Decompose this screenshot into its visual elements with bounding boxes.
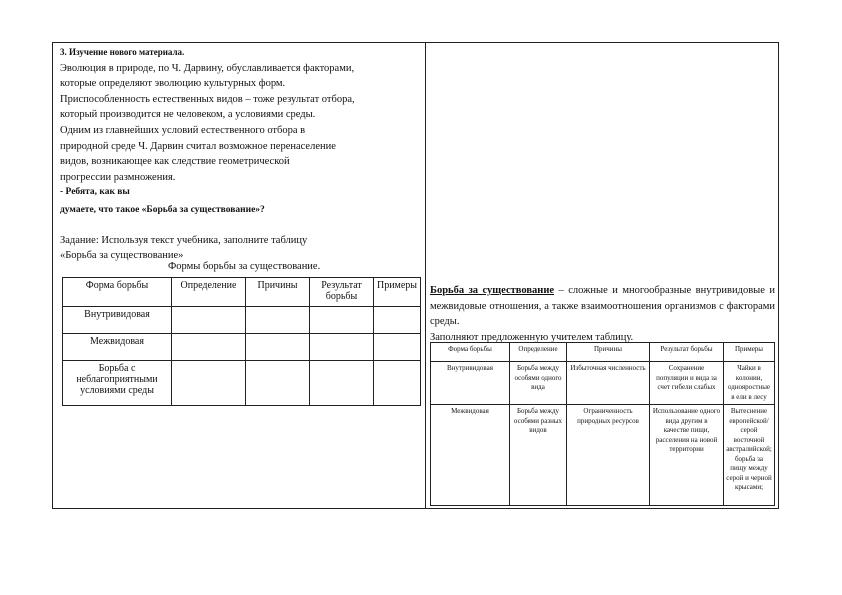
table-caption: Формы борьбы за существование. — [168, 261, 321, 272]
table-cell[interactable] — [246, 361, 310, 406]
para-line: который производится не человеком, а условиями среды. — [60, 109, 316, 121]
para-line: природной среде Ч. Дарвин считал возможное перенаселение — [60, 140, 336, 152]
table-cell[interactable] — [310, 334, 374, 361]
table-cell: Внутривидовая — [431, 362, 510, 405]
table-cell[interactable] — [172, 334, 246, 361]
table-cell[interactable] — [374, 334, 421, 361]
question-line: думаете, что такое «Борьба за существование»? — [60, 204, 265, 215]
table-cell: Избыточная численность — [567, 362, 650, 405]
para-line: Приспособленность естественных видов – тоже результат отбора, — [60, 93, 355, 105]
table-cell: Использование одного вида другим в качестве пищи, расселения на новой территории — [650, 405, 724, 506]
right-column-text — [430, 283, 775, 345]
table-row — [63, 307, 421, 334]
table-cell[interactable] — [374, 361, 421, 406]
table-row — [431, 362, 775, 405]
section-heading: 3. Изучение нового материала. — [60, 47, 185, 57]
header-cell: Причины — [567, 343, 650, 362]
question-line: - Ребята, как вы — [60, 187, 130, 198]
header-cell: Причины — [246, 278, 310, 307]
header-cell: Результат борьбы — [310, 278, 374, 307]
header-cell: Определение — [510, 343, 567, 362]
table-cell: Межвидовая — [431, 405, 510, 506]
header-cell: Форма борьбы — [431, 343, 510, 362]
instruction: Заполняют предложенную учителем таблицу. — [430, 331, 634, 343]
table-cell: Чайки в колонии, однояростные в ели в лесу — [724, 362, 775, 405]
left-column-text — [60, 45, 420, 264]
definition — [430, 283, 775, 330]
table-cell[interactable] — [374, 307, 421, 334]
para-line: которые определяют эволюцию культурных форм. — [60, 78, 286, 90]
table-cell[interactable] — [172, 361, 246, 406]
table-row — [431, 405, 775, 506]
table-cell: Вытеснение европейской/ серой восточной австралийской; борьба за пищу между серой и черной крысами; — [724, 405, 775, 506]
spacer — [60, 219, 420, 233]
task-line: Задание: Используя текст учебника, заполните таблицу — [60, 234, 308, 246]
table-cell: Борьба между особями разных видов — [510, 405, 567, 506]
filled-struggle-table — [430, 342, 775, 506]
table-cell[interactable] — [246, 307, 310, 334]
column-divider — [425, 42, 426, 509]
table-row — [63, 334, 421, 361]
table-cell: Борьба между особями одного вида — [510, 362, 567, 405]
header-cell: Результат борьбы — [650, 343, 724, 362]
table-cell: Сохранение популяции и вида за счет гибели слабых — [650, 362, 724, 405]
table-cell[interactable] — [310, 361, 374, 406]
table-header-row — [431, 343, 775, 362]
para-line: прогрессии размножения. — [60, 171, 176, 183]
header-cell: Примеры — [374, 278, 421, 307]
definition-text: – сложные и многообразные внутривидовые и межвидовые отношения, а также взаимоотношения организмов с факторами среды. — [430, 285, 775, 327]
table-header-row — [63, 278, 421, 307]
para-line: видов, возникающее как следствие геометрической — [60, 156, 290, 168]
row-label: Внутривидовая — [63, 307, 172, 334]
header-cell: Примеры — [724, 343, 775, 362]
task-line: «Борьба за существование» — [60, 250, 184, 262]
table-row — [63, 361, 421, 406]
definition-term: Борьба за существование — [430, 285, 555, 296]
table-cell: Ограниченность природных ресурсов — [567, 405, 650, 506]
row-label: Борьба с неблагоприятными условиями среды — [63, 361, 172, 406]
para-line: Одним из главнейших условий естественного отбора в — [60, 124, 306, 136]
para-line: Эволюция в природе, по Ч. Дарвину, обуславливается факторами, — [60, 62, 355, 74]
row-label: Межвидовая — [63, 334, 172, 361]
empty-struggle-table — [62, 277, 421, 406]
table-cell[interactable] — [172, 307, 246, 334]
table-cell[interactable] — [310, 307, 374, 334]
header-cell: Форма борьбы — [63, 278, 172, 307]
table-cell[interactable] — [246, 334, 310, 361]
header-cell: Определение — [172, 278, 246, 307]
